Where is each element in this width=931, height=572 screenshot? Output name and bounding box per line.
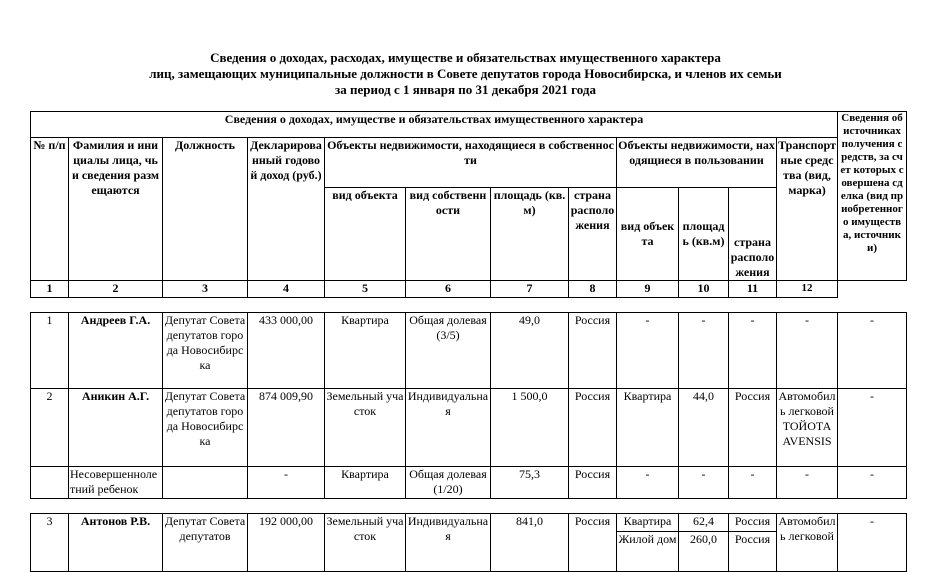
row-owned-type: Квартира: [325, 467, 406, 499]
row-ownership: Индивидуальная: [406, 514, 491, 572]
header-used-country: страна расположения: [729, 188, 777, 281]
row-income: 433 000,00: [248, 313, 325, 389]
row-used-country: -: [729, 467, 777, 499]
header-table: [30, 111, 907, 298]
row-used-area: 44,0: [679, 389, 729, 467]
header-used-type: вид объекта: [617, 188, 679, 281]
row-transport: Автомобиль легковой ТОЙОТА AVENSIS: [777, 389, 838, 467]
row-name: Антонов Р.В.: [69, 514, 163, 572]
title-line-3: за период с 1 января по 31 декабря 2021 года: [335, 82, 596, 97]
header-num: № п/п: [31, 138, 69, 281]
row-used-country: Россия: [729, 514, 777, 532]
document-title: [0, 50, 931, 98]
title-line-1: Сведения о доходах, расходах, имуществе и обязательствах имущественного характера: [210, 50, 721, 65]
col-number-7: 7: [491, 281, 569, 298]
row-num: [31, 467, 69, 499]
row-position: [163, 467, 248, 499]
col-number-6: 6: [406, 281, 491, 298]
header-owned-ownership: вид собственности: [406, 188, 491, 281]
row-income: 874 009,90: [248, 389, 325, 467]
row-position: Депутат Совета депутатов города Новосибирска: [163, 313, 248, 389]
row-country: Россия: [569, 313, 617, 389]
row-used-country: -: [729, 313, 777, 389]
col-number-1: 1: [31, 281, 69, 298]
row-area: 75,3: [491, 467, 569, 499]
row-sources: -: [838, 389, 907, 467]
table-row: [31, 467, 907, 499]
header-income: Декларированный годовой доход (руб.): [248, 138, 325, 281]
table-row: [31, 514, 907, 532]
header-group-main: Сведения о доходах, имуществе и обязательствах имущественного характера: [31, 112, 838, 138]
table-row: [31, 389, 907, 467]
row-country: Россия: [569, 467, 617, 499]
row-owned-type: Земельный участок: [325, 389, 406, 467]
header-position: Должность: [163, 138, 248, 281]
row-ownership: Индивидуальная: [406, 389, 491, 467]
col-number-10: 10: [679, 281, 729, 298]
header-group-used: Объекты недвижимости, находящиеся в пользовании: [617, 138, 777, 188]
row-area: 1 500,0: [491, 389, 569, 467]
col-number-5: 5: [325, 281, 406, 298]
row-used-type: -: [617, 467, 679, 499]
row-sources: -: [838, 467, 907, 499]
row-used-type-2: Жилой дом: [617, 532, 679, 572]
table-row: [31, 313, 907, 389]
row-area: 841,0: [491, 514, 569, 572]
row-country: Россия: [569, 389, 617, 467]
row-income: 192 000,00: [248, 514, 325, 572]
row-sources: -: [838, 313, 907, 389]
header-sources: Сведения об источниках получения средств, за счет которых совершена сделка (вид приобретенного имущества, источники): [838, 112, 907, 281]
row-position: Депутат Совета депутатов: [163, 514, 248, 572]
row-used-area-2: 260,0: [679, 532, 729, 572]
row-name: Андреев Г.А.: [69, 313, 163, 389]
row-name: Аникин А.Г.: [69, 389, 163, 467]
col-number-11: 11: [729, 281, 777, 298]
row-transport: -: [777, 467, 838, 499]
data-table: [30, 312, 907, 572]
row-position: Депутат Совета депутатов города Новосибирска: [163, 389, 248, 467]
row-ownership: Общая долевая (1/20): [406, 467, 491, 499]
title-line-2: лиц, замещающих муниципальные должности в Совете депутатов города Новосибирска, и членов их семьи: [149, 66, 782, 81]
row-country: Россия: [569, 514, 617, 572]
row-income: -: [248, 467, 325, 499]
row-used-country: Россия: [729, 389, 777, 467]
header-owned-type: вид объекта: [325, 188, 406, 281]
header-group-owned: Объекты недвижимости, находящиеся в собственности: [325, 138, 617, 188]
col-number-12: 12: [777, 281, 838, 298]
row-gap: [31, 499, 907, 514]
row-used-type: Квартира: [617, 389, 679, 467]
header-name: Фамилия и инициалы лица, чьи сведения размещаются: [69, 138, 163, 281]
header-used-area: площадь (кв.м): [679, 188, 729, 281]
row-used-area: -: [679, 313, 729, 389]
header-transport: Транспортные средства (вид, марка): [777, 138, 838, 281]
col-number-4: 4: [248, 281, 325, 298]
col-number-8: 8: [569, 281, 617, 298]
row-used-area: -: [679, 467, 729, 499]
row-used-type: Квартира: [617, 514, 679, 532]
row-area: 49,0: [491, 313, 569, 389]
col-number-2: 2: [69, 281, 163, 298]
row-owned-type: Земельный участок: [325, 514, 406, 572]
row-used-type: -: [617, 313, 679, 389]
row-used-country-2: Россия: [729, 532, 777, 572]
row-transport: -: [777, 313, 838, 389]
row-num: 2: [31, 389, 69, 467]
col-number-3: 3: [163, 281, 248, 298]
header-owned-country: страна расположения: [569, 188, 617, 281]
row-name: Несовершеннолетний ребенок: [69, 467, 163, 499]
row-num: 3: [31, 514, 69, 572]
row-used-area: 62,4: [679, 514, 729, 532]
row-num: 1: [31, 313, 69, 389]
row-owned-type: Квартира: [325, 313, 406, 389]
row-ownership: Общая долевая (3/5): [406, 313, 491, 389]
header-owned-area: площадь (кв.м): [491, 188, 569, 281]
col-number-9: 9: [617, 281, 679, 298]
row-transport: Автомобиль легковой: [777, 514, 838, 572]
row-sources: -: [838, 514, 907, 572]
